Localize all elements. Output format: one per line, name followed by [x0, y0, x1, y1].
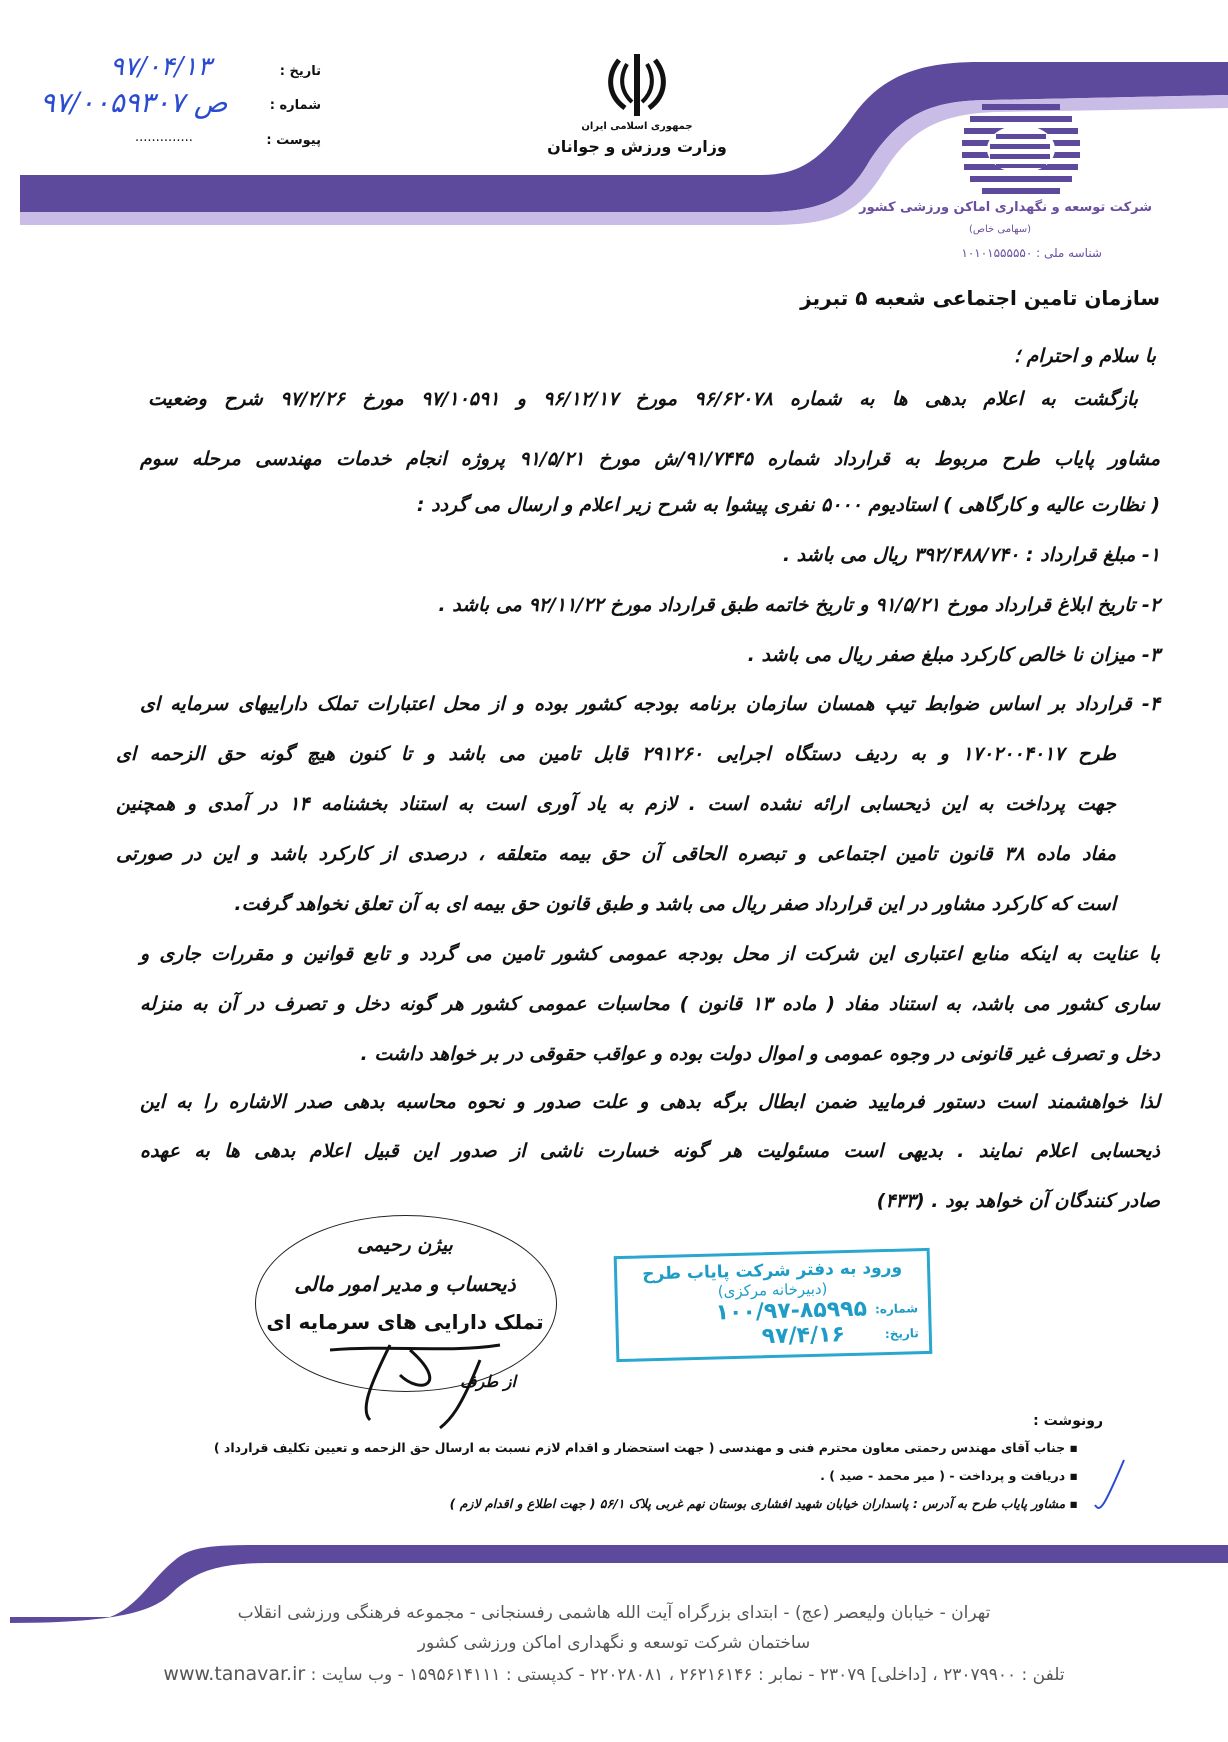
cc-item-text: مشاور پایاب طرح به آدرس : پاسداران خیابان شهید افشاری بوستان نهم غربی پلاک ۵۶/۱ ( جهت اطلاع و اقدام لازم )	[449, 1496, 1066, 1511]
body-line: ( نظارت عالیه و کارگاهی ) استادیوم ۵۰۰۰ نفری پیشوا به شرح زیر اعلام و ارسال می گردد :	[416, 494, 1160, 516]
footer-website-link[interactable]: www.tanavar.ir	[163, 1663, 306, 1685]
body-line: است که کارکرد مشاور در این قرارداد صفر ریال می باشد و طبق قانون حق بیمه ای به آن تعلق نخواهد گرفت.	[234, 893, 1116, 915]
cc-label: رونوشت :	[1033, 1413, 1103, 1429]
national-id: شناسه ملی : ۱۰۱۰۱۵۵۵۵۵۰	[961, 246, 1102, 260]
body-line: ۴- قرارداد بر اساس ضوابط تیپ همسان سازمان برنامه بودجه کشور بوده و از محل اعتبارات تملک داراییهای سرمایه ای	[140, 693, 1160, 715]
cc-item: ▪ دریافت و پرداخت - ( میر محمد - صید ) .	[820, 1468, 1078, 1483]
body-line: ساری کشور می باشد، به استناد مفاد ( ماده ۱۳ قانون ) محاسبات عمومی کشور هر گونه دخل و تصرف در آن به منزله	[140, 993, 1160, 1015]
body-line: ۲- تاریخ ابلاغ قرارداد مورخ ۹۱/۵/۲۱ و تاریخ خاتمه طبق قرارداد مورخ ۹۲/۱۱/۲۲ می باشد .	[438, 594, 1160, 616]
date-value: ۹۷/۰۴/۱۳	[110, 52, 212, 82]
checkmark-icon	[1090, 1455, 1130, 1515]
stamp-date-value: ۹۷/۴/۱۶	[761, 1322, 846, 1350]
iran-emblem-icon	[605, 50, 669, 120]
stamp-date-label: تاریخ:	[884, 1325, 919, 1341]
date-label: تاریخ :	[279, 64, 321, 79]
body-line: با عنایت به اینکه منابع اعتباری این شرکت از محل بودجه عمومی کشور تامین می گردد و تابع قوانین و مقررات جاری و	[140, 943, 1160, 965]
body-line: صادر کنندگان آن خواهد بود . (۴۳۳)	[876, 1190, 1160, 1212]
signer-name: بیژن رحیمی	[357, 1234, 453, 1256]
on-behalf-label: از طرف	[460, 1372, 516, 1391]
republic-label: جمهوری اسلامی ایران	[581, 121, 693, 132]
company-type: (سهامی خاص)	[968, 224, 1032, 235]
body-line: ۱- مبلغ قرارداد : ۳۹۲/۴۸۸/۷۴۰ ریال می باشد .	[782, 544, 1160, 566]
attachment-label: پیوست :	[266, 133, 321, 148]
cc-item: ▪ مشاور پایاب طرح به آدرس : پاسداران خیابان شهید افشاری بوستان نهم غربی پلاک ۵۶/۱ ( جهت اطلاع و اقدام لازم )	[449, 1496, 1078, 1511]
body-line: جهت پرداخت به این ذیحسابی ارائه نشده است . لازم به یاد آوری است به استناد بخشنامه ۱۴ در آمدی و همچنین	[116, 793, 1116, 815]
body-line: ۳- میزان نا خالص کارکرد مبلغ صفر ریال می باشد .	[747, 644, 1160, 666]
greeting: با سلام و احترام ؛	[1013, 345, 1156, 367]
cc-item: ▪ جناب آقای مهندس رحمتی معاون محترم فنی و مهندسی ( جهت استحضار و اقدام لازم نسبت به ارسال حق الزحمه و تعیین تکلیف قرارداد )	[213, 1440, 1078, 1455]
received-stamp	[614, 1248, 933, 1362]
signer-title: ذیحساب و مدیر امور مالی	[294, 1272, 516, 1296]
body-line: بازگشت به اعلام بدهی ها به شماره ۹۶/۶۲۰۷۸ مورخ ۹۶/۱۲/۱۷ و ۹۷/۱۰۵۹۱ مورخ ۹۷/۲/۲۶ شرح وضعیت	[148, 388, 1139, 410]
body-line: لذا خواهشمند است دستور فرمایید ضمن ابطال برگه بدهی و علت صدور و نحوه محاسبه بدهی صدر الاشاره را به این	[140, 1091, 1160, 1113]
stamp-number-label: شماره:	[874, 1300, 919, 1316]
stamp-number-value: ۱۰۰/۹۷-۸۵۹۹۵	[715, 1296, 868, 1326]
footer-address-1: تهران - خیابان ولیعصر (عج) - ابتدای بزرگراه آیت الله هاشمی رفسنجانی - مجموعه فرهنگی ورزشی انقلاب	[237, 1603, 991, 1623]
number-label: شماره :	[269, 98, 321, 113]
footer-contact	[30, 1663, 1198, 1685]
company-logo-icon	[960, 100, 1082, 200]
number-value: ۹۷/۰۰۵۹۳۰۷ ص	[40, 86, 228, 119]
body-line: طرح ۱۷۰۲۰۰۴۰۱۷ و به ردیف دستگاه اجرایی ۲۹۱۲۶۰ قابل تامین می باشد و تا کنون هیچ گونه حق الزحمه ای	[116, 743, 1116, 765]
signer-department: تملک دارایی های سرمایه ای	[266, 1310, 544, 1334]
body-line: دخل و تصرف غیر قانونی در وجوه عمومی و اموال دولت بوده و عواقب حقوقی در بر خواهد داشت .	[360, 1043, 1160, 1065]
recipient-title: سازمان تامین اجتماعی شعبه ۵ تبریز	[800, 286, 1160, 310]
company-name: شرکت توسعه و نگهداری اماکن ورزشی کشور	[859, 200, 1152, 215]
body-line: مفاد ماده ۳۸ قانون تامین اجتماعی و تبصره الحاقی آن حق بیمه متعلقه ، درصدی از کارکرد باشد و این در صورتی	[116, 843, 1116, 865]
footer-address-2: ساختمان شرکت توسعه و نگهداری اماکن ورزشی کشور	[417, 1633, 811, 1653]
cc-item-text: جناب آقای مهندس رحمتی معاون محترم فنی و مهندسی ( جهت استحضار و اقدام لازم نسبت به ارسال حق الزحمه و تعیین تکلیف قرارداد )	[213, 1440, 1066, 1455]
body-line: ذیحسابی اعلام نمایند . بدیهی است مسئولیت هر گونه خسارت ناشی از صدور این قبیل اعلام بدهی ها به عهده	[140, 1140, 1160, 1162]
cc-item-text: دریافت و پرداخت - ( میر محمد - صید ) .	[820, 1468, 1066, 1483]
attachment-value: ..............	[135, 130, 193, 145]
body-line: مشاور پایاب طرح مربوط به قرارداد شماره ۹۱/۷۴۴۵/ش مورخ ۹۱/۵/۲۱ پروژه انجام خدمات مهندسی مرحله سوم	[140, 448, 1161, 470]
stamp-title: ورود به دفتر شرکت پایاب طرح	[641, 1257, 903, 1285]
ministry-label: وزارت ورزش و جوانان	[547, 137, 727, 156]
footer-contact-text: تلفن : ۲۳۰۷۹۹۰۰ ، [داخلی] ۲۳۰۷۹ - نمابر : ۲۶۲۱۶۱۴۶ ، ۲۲۰۲۸۰۸۱ - کدپستی : ۱۵۹۵۶۱۴۱۱۱ - وب سایت :	[305, 1665, 1065, 1685]
stamp-subtitle: (دبیرخانه مرکزی)	[717, 1279, 828, 1301]
